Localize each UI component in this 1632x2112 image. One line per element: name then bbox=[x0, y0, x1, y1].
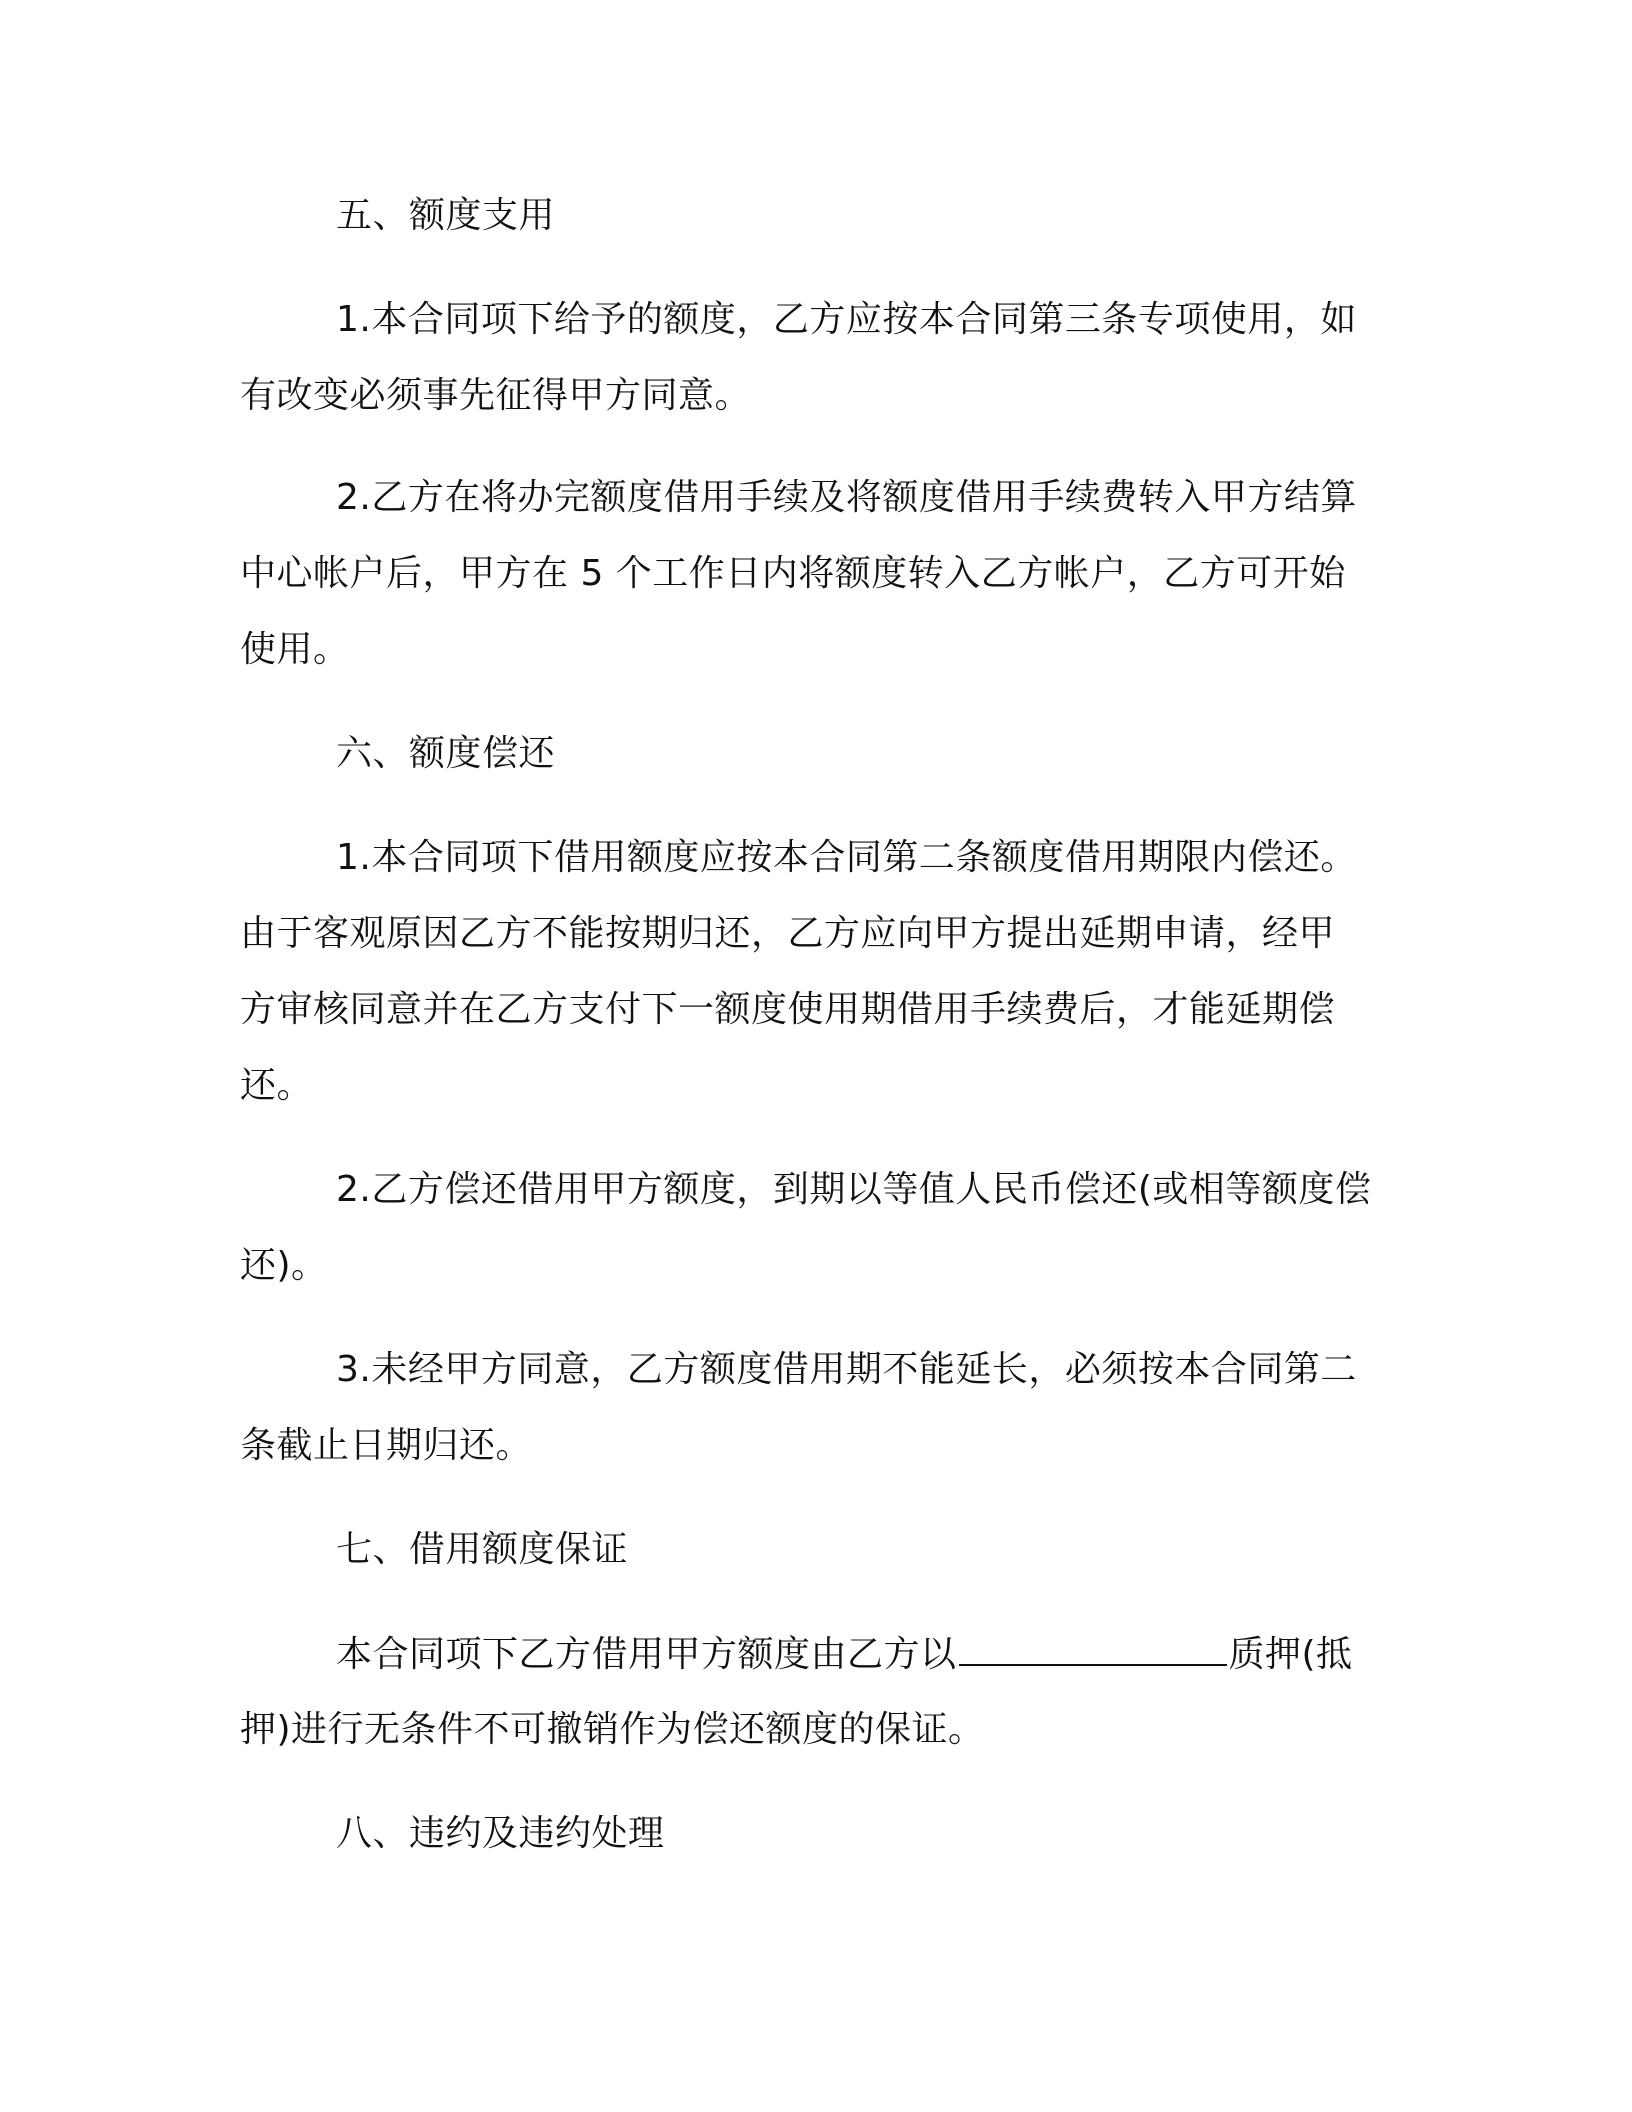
section-5-clause-2-line-3: 使用。 bbox=[240, 629, 350, 670]
section-6-clause-2-line-1: 2.乙方偿还借用甲方额度，到期以等值人民币偿还(或相等额度偿 bbox=[336, 1169, 1372, 1210]
section-7-heading: 七、借用额度保证 bbox=[336, 1529, 629, 1570]
section-6-clause-2-line-2: 还)。 bbox=[240, 1245, 328, 1286]
section-6-clause-1-line-3: 方审核同意并在乙方支付下一额度使用期借用手续费后，才能延期偿 bbox=[240, 989, 1336, 1030]
section-6-clause-1-line-4: 还。 bbox=[240, 1065, 314, 1106]
section-5-heading: 五、额度支用 bbox=[336, 195, 556, 236]
section-7-body-line-2: 押)进行无条件不可撤销作为偿还额度的保证。 bbox=[240, 1709, 985, 1750]
section-6-clause-3-line-1: 3.未经甲方同意，乙方额度借用期不能延长，必须按本合同第二 bbox=[336, 1349, 1357, 1390]
section-6-clause-3-line-2: 条截止日期归还。 bbox=[240, 1425, 533, 1466]
fill-in-blank bbox=[959, 1634, 1227, 1666]
section-5-clause-1-line-2: 有改变必须事先征得甲方同意。 bbox=[240, 375, 752, 416]
section-5-clause-2-line-2: 中心帐户后，甲方在 5 个工作日内将额度转入乙方帐户，乙方可开始 bbox=[240, 553, 1346, 594]
section-7-body-text-after-blank: 质押(抵 bbox=[1228, 1634, 1353, 1675]
section-6-heading: 六、额度偿还 bbox=[336, 733, 556, 774]
section-7-body-line-1 bbox=[336, 1634, 1353, 1675]
section-5-clause-2-line-1: 2.乙方在将办完额度借用手续及将额度借用手续费转入甲方结算 bbox=[336, 477, 1357, 518]
section-6-clause-1-line-1: 1.本合同项下借用额度应按本合同第二条额度借用期限内偿还。 bbox=[336, 837, 1357, 878]
section-6-clause-1-line-2: 由于客观原因乙方不能按期归还，乙方应向甲方提出延期申请，经甲 bbox=[240, 913, 1336, 954]
section-7-body-text-before-blank: 本合同项下乙方借用甲方额度由乙方以 bbox=[336, 1634, 957, 1675]
section-8-heading: 八、违约及违约处理 bbox=[336, 1813, 665, 1854]
section-5-clause-1-line-1: 1.本合同项下给予的额度，乙方应按本合同第三条专项使用，如 bbox=[336, 299, 1357, 340]
